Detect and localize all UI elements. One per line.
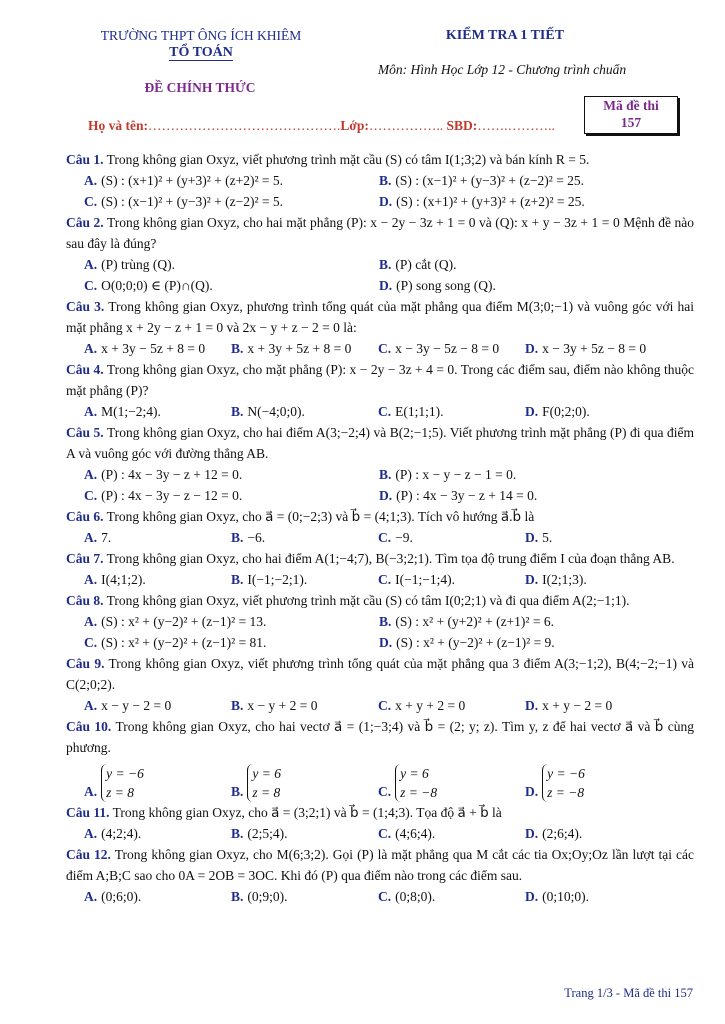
option-text: x − y − 2 = 0	[101, 698, 172, 713]
exam-code-label: Mã đề thi	[603, 98, 659, 113]
option-label: B.	[231, 572, 244, 587]
option-label: B.	[379, 467, 392, 482]
question-text: Trong không gian Oxyz, cho hai điểm A(3;−2;4) và B(2;−1;5). Viết phương trình mặt phẳng (P) đi qua điểm A và vuông góc với đường thẳng AB.	[66, 425, 694, 461]
exam-subject: Môn: Hình Học Lớp 12 - Chương trình chuẩn	[377, 62, 627, 77]
equation-system	[395, 764, 437, 802]
option-text: N(−4;0;0).	[247, 404, 305, 419]
answer-option[interactable]	[378, 886, 525, 907]
question-stem	[66, 212, 694, 254]
answer-options	[84, 695, 694, 716]
answer-option[interactable]	[525, 695, 672, 716]
answer-option[interactable]	[84, 485, 379, 506]
option-label: D.	[379, 194, 393, 209]
answer-option[interactable]	[525, 401, 672, 422]
department-name	[86, 45, 316, 61]
name-label: Họ và tên:	[88, 118, 148, 133]
question-block	[66, 359, 694, 422]
option-label: D.	[379, 635, 393, 650]
answer-option[interactable]	[84, 191, 379, 212]
question-number: Câu 4.	[66, 362, 104, 377]
question-stem	[66, 653, 694, 695]
option-text: (P) : x − y − z − 1 = 0.	[395, 467, 517, 482]
option-text: (P) cắt (Q).	[395, 257, 457, 272]
option-text: −6.	[247, 530, 266, 545]
answer-option[interactable]	[379, 632, 674, 653]
equation-system	[101, 764, 144, 802]
option-label: A.	[84, 404, 98, 419]
option-label: C.	[378, 530, 392, 545]
equation-system	[542, 764, 585, 802]
option-label: C.	[378, 784, 392, 799]
option-text: (S) : x² + (y−2)² + (z−1)² = 9.	[396, 635, 555, 650]
option-text: I(−1;−1;4).	[395, 572, 455, 587]
answer-options	[84, 464, 694, 506]
question-number: Câu 7.	[66, 551, 104, 566]
official-label: ĐỀ CHÍNH THỨC	[144, 80, 256, 95]
option-label: B.	[231, 698, 244, 713]
answer-option[interactable]	[84, 695, 231, 716]
question-block	[66, 590, 694, 653]
question-block	[66, 212, 694, 296]
option-text: (S) : x² + (y−2)² + (z−1)² = 13.	[101, 614, 267, 629]
option-text: (P) song song (Q).	[396, 278, 496, 293]
answer-option[interactable]	[378, 695, 525, 716]
option-label: D.	[379, 488, 393, 503]
question-stem	[66, 359, 694, 401]
question-block	[66, 506, 694, 548]
option-text: (2;6;4).	[542, 826, 583, 841]
answer-options	[84, 170, 694, 212]
question-stem	[66, 548, 694, 569]
option-label: D.	[525, 404, 539, 419]
option-text: 5.	[542, 530, 553, 545]
option-label: C.	[84, 278, 98, 293]
question-number: Câu 2.	[66, 215, 104, 230]
question-text: Trong không gian Oxyz, cho a⃗ = (3;2;1) và b⃗ = (1;4;3). Tọa độ a⃗ + b⃗ là	[112, 805, 502, 820]
option-text: (S) : (x−1)² + (y−3)² + (z−2)² = 25.	[395, 173, 585, 188]
option-text: (S) : (x+1)² + (y+3)² + (z+2)² = 5.	[101, 173, 284, 188]
option-text: M(1;−2;4).	[101, 404, 161, 419]
answer-option[interactable]	[378, 823, 525, 844]
option-label: A.	[84, 173, 98, 188]
option-text: x − 3y − 5z − 8 = 0	[395, 341, 500, 356]
question-list	[66, 149, 694, 907]
option-label: A.	[84, 698, 98, 713]
equation-line: y = −6	[547, 766, 585, 781]
question-block	[66, 844, 694, 907]
option-text: x − y + 2 = 0	[247, 698, 318, 713]
equation-line: y = 6	[252, 766, 281, 781]
answer-option[interactable]	[231, 695, 378, 716]
answer-option[interactable]	[379, 191, 674, 212]
answer-options	[84, 823, 694, 844]
option-label: D.	[525, 341, 539, 356]
answer-option[interactable]	[379, 485, 674, 506]
option-text: (0;6;0).	[101, 889, 142, 904]
option-text: (S) : (x+1)² + (y+3)² + (z+2)² = 25.	[396, 194, 585, 209]
option-label: D.	[525, 530, 539, 545]
answer-option[interactable]	[379, 611, 674, 632]
answer-option[interactable]	[84, 275, 379, 296]
answer-option[interactable]	[525, 758, 672, 802]
option-label: A.	[84, 784, 98, 799]
option-label: B.	[379, 614, 392, 629]
answer-option[interactable]	[84, 758, 231, 802]
question-stem	[66, 844, 694, 886]
answer-option[interactable]	[378, 758, 525, 802]
question-text: Trong không gian Oxyz, cho M(6;3;2). Gọi (P) là mặt phẳng qua M cắt các tia Ox;Oy;Oz lần lượt tại các điểm A;B;C sao cho 0A = 2OB = 3OC. Khi đó (P) qua điểm nào trong các điểm sau.	[66, 847, 694, 883]
option-text: O(0;0;0) ∈ (P)∩(Q).	[101, 278, 213, 293]
answer-option[interactable]	[231, 758, 378, 802]
option-label: C.	[84, 635, 98, 650]
question-block	[66, 149, 694, 212]
answer-option[interactable]	[231, 401, 378, 422]
option-label: D.	[525, 889, 539, 904]
option-text: (P) : 4x − 3y − z − 12 = 0.	[101, 488, 243, 503]
equation-line: y = −6	[106, 766, 144, 781]
answer-option[interactable]	[84, 886, 231, 907]
equation-line: z = 8	[252, 785, 281, 800]
answer-option[interactable]	[379, 254, 674, 275]
answer-option[interactable]	[84, 338, 231, 359]
option-text: I(4;1;2).	[101, 572, 146, 587]
sbd-label: SBD:	[446, 118, 478, 133]
option-label: D.	[379, 278, 393, 293]
school-name: TRƯỜNG THPT ÔNG ÍCH KHIÊM	[100, 28, 302, 43]
sbd-blank: …….………..	[477, 118, 555, 133]
answer-option[interactable]	[525, 886, 672, 907]
question-number: Câu 8.	[66, 593, 104, 608]
answer-options	[84, 611, 694, 653]
answer-options	[84, 254, 694, 296]
option-label: D.	[525, 572, 539, 587]
question-number: Câu 1.	[66, 152, 104, 167]
answer-option[interactable]	[231, 527, 378, 548]
class-label: Lớp:	[340, 118, 369, 133]
answer-options	[84, 758, 694, 802]
option-label: A.	[84, 889, 98, 904]
equation-line: z = −8	[547, 785, 585, 800]
answer-options	[84, 401, 694, 422]
question-block	[66, 802, 694, 844]
name-blank: …………………………………….	[148, 118, 341, 133]
question-stem	[66, 149, 694, 170]
option-text: (4;6;4).	[395, 826, 436, 841]
question-number: Câu 5.	[66, 425, 104, 440]
option-text: I(−1;−2;1).	[247, 572, 308, 587]
equation-line: z = 8	[106, 785, 134, 800]
question-text: Trong không gian Oxyz, viết phương trình mặt cầu (S) có tâm I(0;2;1) và đi qua điểm A(2;−1;1).	[106, 593, 630, 608]
option-label: C.	[84, 194, 98, 209]
question-text: Trong không gian Oxyz, viết phương trình mặt cầu (S) có tâm I(1;3;2) và bán kính R = 5.	[106, 152, 590, 167]
option-text: I(2;1;3).	[542, 572, 587, 587]
option-text: (0;8;0).	[395, 889, 436, 904]
option-label: C.	[378, 572, 392, 587]
option-label: C.	[378, 341, 392, 356]
option-text: 7.	[101, 530, 112, 545]
question-text: Trong không gian Oxyz, cho hai điểm A(1;−4;7), B(−3;2;1). Tìm tọa độ trung điểm I của đoạn thẳng AB.	[106, 551, 675, 566]
question-number: Câu 6.	[66, 509, 104, 524]
page-footer: Trang 1/3 - Mã đề thi 157	[564, 986, 693, 1000]
option-text: (P) trùng (Q).	[101, 257, 175, 272]
answer-options	[84, 569, 694, 590]
option-text: (0;10;0).	[542, 889, 589, 904]
question-text: Trong không gian Oxyz, viết phương trình tổng quát của mặt phẳng qua 3 điểm A(3;−1;2), B(4;−2;−1) và C(2;0;2).	[66, 656, 694, 692]
answer-option[interactable]	[84, 569, 231, 590]
option-label: B.	[231, 826, 244, 841]
answer-option[interactable]	[84, 632, 379, 653]
question-stem	[66, 296, 694, 338]
option-text: x + 3y + 5z + 8 = 0	[247, 341, 352, 356]
answer-option[interactable]	[231, 886, 378, 907]
answer-option[interactable]	[378, 527, 525, 548]
answer-option[interactable]	[84, 464, 379, 485]
option-label: D.	[525, 784, 539, 799]
answer-option[interactable]	[84, 611, 379, 632]
question-number: Câu 10.	[66, 719, 112, 734]
question-text: Trong không gian Oxyz, phương trình tổng quát của mặt phẳng qua điểm M(3;0;−1) và vuông góc với hai mặt phẳng x + 2y − z + 1 = 0 và 2x − y + z − 2 = 0 là:	[66, 299, 694, 335]
option-text: F(0;2;0).	[542, 404, 590, 419]
question-stem	[66, 422, 694, 464]
answer-option[interactable]	[84, 823, 231, 844]
question-stem	[66, 802, 694, 823]
question-text: Trong không gian Oxyz, cho hai vectơ a⃗ = (1;−3;4) và b⃗ = (2; y; z). Tìm y, z để hai vectơ a⃗ và b⃗ cùng phương.	[66, 719, 694, 755]
answer-option[interactable]	[84, 401, 231, 422]
option-label: A.	[84, 614, 98, 629]
question-text: Trong không gian Oxyz, cho hai mặt phẳng (P): x − 2y − 3z + 1 = 0 và (Q): x + y − 3z + 1 = 0 Mệnh đề nào sau đây là đúng?	[66, 215, 695, 251]
option-label: D.	[525, 698, 539, 713]
option-label: A.	[84, 467, 98, 482]
option-label: B.	[231, 404, 244, 419]
option-text: x + y − 2 = 0	[542, 698, 613, 713]
question-number: Câu 12.	[66, 847, 111, 862]
option-label: C.	[378, 826, 392, 841]
question-number: Câu 11.	[66, 805, 110, 820]
option-text: (4;2;4).	[101, 826, 142, 841]
answer-options	[84, 527, 694, 548]
option-label: B.	[231, 889, 244, 904]
question-block	[66, 716, 694, 802]
option-label: A.	[84, 257, 98, 272]
exam-code-box	[584, 96, 678, 134]
option-label: A.	[84, 530, 98, 545]
answer-option[interactable]	[379, 170, 674, 191]
option-text: (S) : (x−1)² + (y−3)² + (z−2)² = 5.	[101, 194, 284, 209]
question-block	[66, 653, 694, 716]
question-stem	[66, 590, 694, 611]
question-block	[66, 422, 694, 506]
answer-option[interactable]	[525, 527, 672, 548]
answer-option[interactable]	[231, 823, 378, 844]
option-label: B.	[231, 784, 244, 799]
answer-option[interactable]	[378, 338, 525, 359]
class-blank: ……………..	[368, 118, 444, 133]
option-label: A.	[84, 341, 98, 356]
answer-option[interactable]	[525, 823, 672, 844]
question-number: Câu 3.	[66, 299, 105, 314]
option-label: C.	[378, 698, 392, 713]
exam-code-value: 157	[620, 115, 642, 130]
option-text: x + 3y − 5z + 8 = 0	[101, 341, 206, 356]
answer-option[interactable]	[525, 338, 672, 359]
option-label: B.	[379, 173, 392, 188]
option-text: (P) : 4x − 3y − z + 14 = 0.	[396, 488, 538, 503]
question-stem	[66, 506, 694, 527]
answer-option[interactable]	[84, 170, 379, 191]
exam-title: KIỂM TRA 1 TIẾT	[445, 28, 565, 43]
option-label: A.	[84, 572, 98, 587]
option-label: B.	[231, 530, 244, 545]
option-text: x − 3y + 5z − 8 = 0	[542, 341, 647, 356]
option-label: B.	[379, 257, 392, 272]
option-label: C.	[378, 889, 392, 904]
answer-option[interactable]	[231, 338, 378, 359]
option-label: B.	[231, 341, 244, 356]
question-block	[66, 548, 694, 590]
option-text: −9.	[395, 530, 413, 545]
option-text: (P) : 4x − 3y − z + 12 = 0.	[101, 467, 243, 482]
equation-system	[247, 764, 281, 802]
option-text: (S) : x² + (y−2)² + (z−1)² = 81.	[101, 635, 267, 650]
option-text: (S) : x² + (y+2)² + (z+1)² = 6.	[395, 614, 554, 629]
answer-option[interactable]	[378, 569, 525, 590]
option-text: x + y + 2 = 0	[395, 698, 466, 713]
answer-option[interactable]	[84, 254, 379, 275]
option-label: C.	[84, 488, 98, 503]
question-stem	[66, 716, 694, 758]
department-label: TỔ TOÁN	[169, 45, 233, 60]
question-text: Trong không gian Oxyz, cho a⃗ = (0;−2;3) và b⃗ = (4;1;3). Tích vô hướng a⃗.b⃗ là	[106, 509, 535, 524]
answer-options	[84, 886, 694, 907]
answer-option[interactable]	[378, 401, 525, 422]
answer-option[interactable]	[379, 275, 674, 296]
answer-option[interactable]	[379, 464, 674, 485]
equation-line: y = 6	[400, 766, 429, 781]
answer-option[interactable]	[231, 569, 378, 590]
option-label: D.	[525, 826, 539, 841]
answer-options	[84, 338, 694, 359]
option-label: A.	[84, 826, 98, 841]
equation-line: z = −8	[400, 785, 438, 800]
option-text: (2;5;4).	[247, 826, 288, 841]
answer-option[interactable]	[84, 527, 231, 548]
option-text: E(1;1;1).	[395, 404, 444, 419]
option-label: C.	[378, 404, 392, 419]
student-info-line	[88, 118, 555, 134]
question-block	[66, 296, 694, 359]
question-number: Câu 9.	[66, 656, 105, 671]
answer-option[interactable]	[525, 569, 672, 590]
question-text: Trong không gian Oxyz, cho mặt phẳng (P): x − 2y − 3z + 4 = 0. Trong các điểm sau, điểm nào không thuộc mặt phẳng (P)?	[66, 362, 694, 398]
option-text: (0;9;0).	[247, 889, 288, 904]
